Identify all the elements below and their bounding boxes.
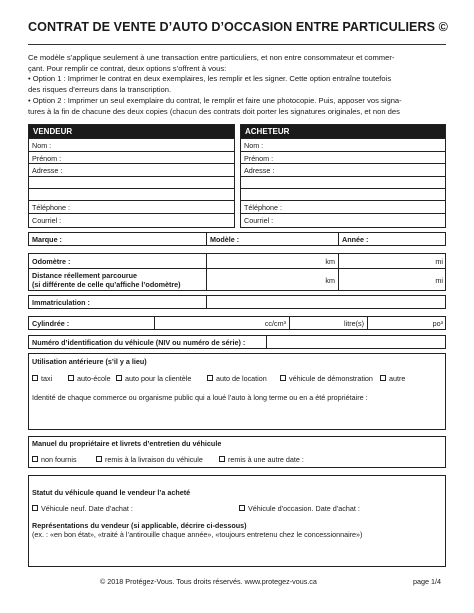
intro-line: Ce modèle s’applique seulement à une transaction entre particuliers, et non entre consommateur et commer-	[28, 53, 395, 62]
usage-demonstration-checkbox[interactable]	[280, 375, 286, 381]
usage-auto-ecole-label: auto-école	[77, 374, 111, 383]
manual-non-fournis-label: non fournis	[41, 455, 77, 464]
niv-label: Numéro d’identification du véhicule (NIV ou numéro de série) :	[32, 338, 246, 347]
usage-autre-checkbox[interactable]	[380, 375, 386, 381]
vendeur-prenom-label: Prénom :	[32, 154, 62, 163]
immatriculation-label: Immatriculation :	[32, 298, 90, 307]
status-occasion-checkbox[interactable]	[239, 505, 245, 511]
usage-identity-label: Identité de chaque commerce ou organisme public qui a loué l’auto à long terme ou en a été propriétaire :	[32, 393, 368, 402]
acheteur-header: ACHETEUR	[241, 125, 445, 138]
usage-demonstration-label: véhicule de démonstration	[289, 374, 373, 383]
odometre-km-unit: km	[325, 257, 335, 266]
distance-mi-unit: mi	[435, 276, 443, 285]
status-neuf-checkbox[interactable]	[32, 505, 38, 511]
intro-text	[28, 53, 446, 117]
distance-km-unit: km	[325, 276, 335, 285]
litres-unit: litre(s)	[344, 319, 364, 328]
usage-auto-ecole-checkbox[interactable]	[68, 375, 74, 381]
intro-line: çant. Pour remplir ce contrat, deux options s’offrent à vous:	[28, 63, 227, 73]
intro-line: tures à la fin de chacune des deux copies (chacun des contrats doit porter les signatures originales, et non des	[28, 106, 400, 116]
intro-line: des risques d’erreurs dans la transcription.	[28, 85, 172, 95]
odometre-mi-unit: mi	[435, 257, 443, 266]
title-divider	[28, 44, 446, 45]
vendeur-header: VENDEUR	[29, 125, 234, 138]
vendeur-telephone-label: Téléphone :	[32, 203, 70, 212]
manual-livraison-checkbox[interactable]	[96, 456, 102, 462]
vendeur-nom-label: Nom :	[32, 141, 52, 150]
cc-unit: cc/cm³	[264, 319, 286, 328]
representations-example: (ex. : «en bon état», «traité à l’antirouille chaque année», «toujours entretenu chez le concessionnaire»)	[32, 530, 363, 539]
usage-clientele-checkbox[interactable]	[116, 375, 122, 381]
usage-location-checkbox[interactable]	[207, 375, 213, 381]
acheteur-nom-label: Nom :	[244, 141, 264, 150]
intro-line: • Option 2 : Imprimer un seul exemplaire du contrat, le remplir et faire une photocopie. Puis, apposer vos signa-	[28, 95, 402, 105]
annee-label: Année :	[342, 235, 369, 244]
manual-autre-date-checkbox[interactable]	[219, 456, 225, 462]
status-neuf-label: Véhicule neuf. Date d’achat :	[41, 504, 133, 513]
distance-note: (si différente de celle qu’affiche l’odomètre)	[32, 280, 181, 289]
representations-title: Représentations du vendeur (si applicable, décrire ci-dessous)	[32, 521, 247, 530]
po-unit: po³	[432, 319, 443, 328]
usage-taxi-label: taxi	[41, 374, 53, 383]
manual-autre-date-label: remis à une autre date :	[228, 455, 304, 464]
usage-title: Utilisation antérieure (s’il y a lieu)	[32, 357, 147, 366]
vendeur-courriel-label: Courriel :	[32, 216, 62, 225]
vendeur-adresse-label: Adresse :	[32, 166, 63, 175]
marque-label: Marque :	[32, 235, 62, 244]
cylindree-row	[28, 316, 446, 330]
immatriculation-row	[28, 295, 446, 309]
status-occasion-label: Véhicule d’occasion. Date d’achat :	[248, 504, 360, 513]
document-title: CONTRAT DE VENTE D’AUTO D’OCCASION ENTRE PARTICULIERS ©	[28, 20, 448, 34]
acheteur-courriel-label: Courriel :	[244, 216, 274, 225]
manual-title: Manuel du propriétaire et livrets d’entretien du véhicule	[32, 439, 222, 448]
usage-autre-label: autre	[389, 374, 406, 383]
usage-clientele-label: auto pour la clientèle	[125, 374, 192, 383]
odometre-label: Odomètre :	[32, 257, 71, 266]
footer-copyright: © 2018 Protégez-Vous. Tous droits réservés. www.protegez-vous.ca	[100, 577, 317, 586]
modele-label: Modèle :	[210, 235, 240, 244]
acheteur-telephone-label: Téléphone :	[244, 203, 282, 212]
intro-line: • Option 1 : Imprimer le contrat en deux exemplaires, les remplir et les signer. Cette option entraîne toutefois	[28, 74, 392, 84]
status-title: Statut du véhicule quand le vendeur l’a acheté	[32, 488, 191, 497]
usage-taxi-checkbox[interactable]	[32, 375, 38, 381]
footer-page-number: page 1/4	[413, 577, 441, 586]
manual-livraison-label: remis à la livraison du véhicule	[105, 455, 203, 464]
acheteur-adresse-label: Adresse :	[244, 166, 275, 175]
cylindree-label: Cylindrée :	[32, 319, 70, 328]
distance-label: Distance réellement parcourue	[32, 271, 138, 280]
acheteur-prenom-label: Prénom :	[244, 154, 274, 163]
usage-location-label: auto de location	[216, 374, 267, 383]
manual-non-fournis-checkbox[interactable]	[32, 456, 38, 462]
